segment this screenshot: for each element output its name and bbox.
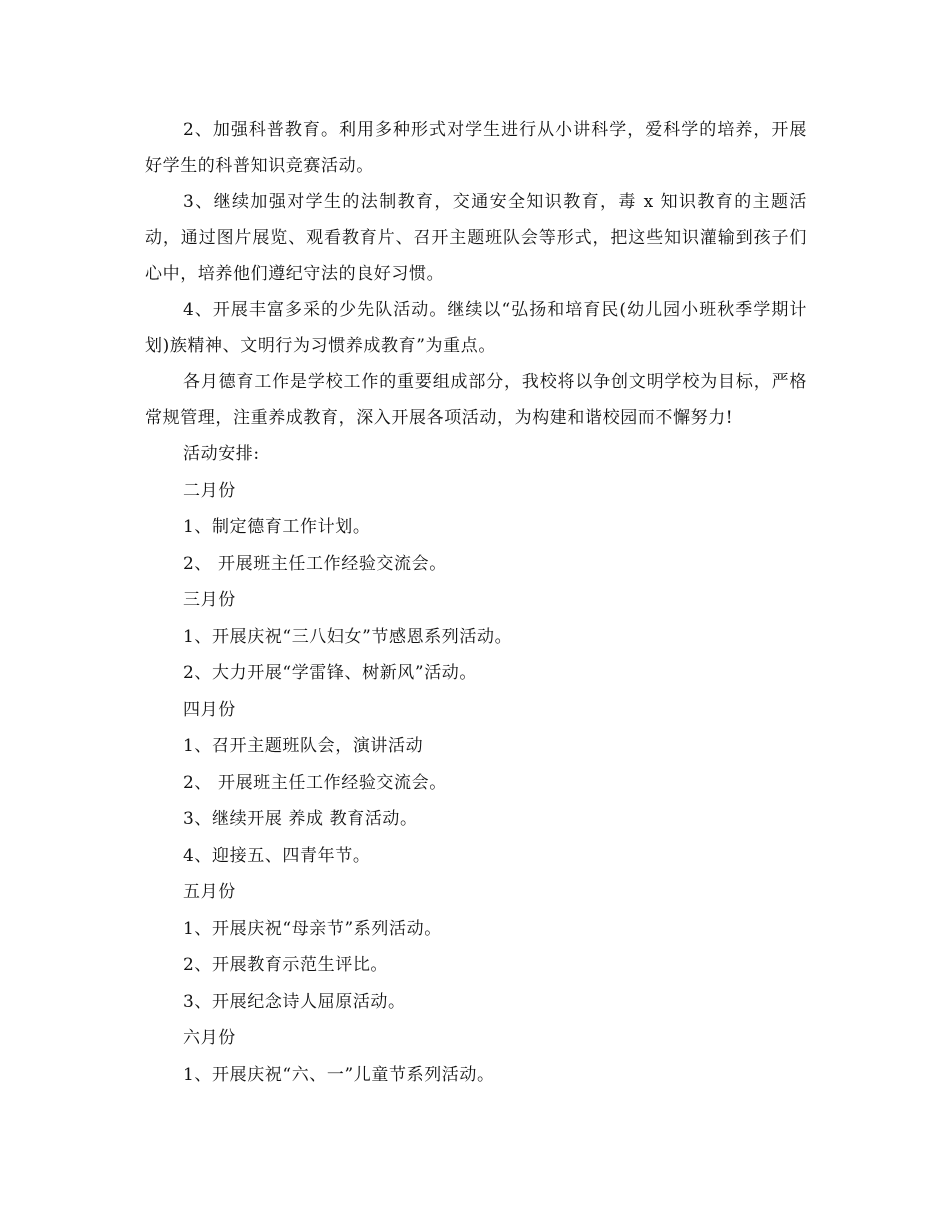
- month-heading-may: 五月份: [183, 882, 236, 902]
- activity-schedule-heading: 活动安排:: [183, 444, 260, 464]
- list-item: 1、开展庆祝“三八妇女”节感恩系列活动。: [183, 626, 513, 647]
- list-item: 2、大力开展“学雷锋、树新风”活动。: [183, 663, 477, 683]
- list-item: 1、制定德育工作计划。: [183, 517, 371, 537]
- paragraph-monthly-summary: 各月德育工作是学校工作的重要组成部分，我校将以争创文明学校为目标，严格常规管理，注重养成教育，深入开展各项活动，为构建和谐校园而不懈努力!: [145, 372, 807, 428]
- list-item: 4、迎接五、四青年节。: [183, 845, 371, 866]
- list-item: 2、 开展班主任工作经验交流会。: [183, 772, 447, 793]
- month-heading-march: 三月份: [183, 590, 236, 610]
- month-heading-june: 六月份: [183, 1028, 236, 1048]
- list-item: 3、开展纪念诗人屈原活动。: [183, 991, 406, 1012]
- month-heading-february: 二月份: [183, 480, 236, 501]
- paragraph-science-education: 2、加强科普教育。利用多种形式对学生进行从小讲科学，爱科学的培养，开展好学生的科普知识竞赛活动。: [145, 120, 807, 176]
- paragraph-legal-education: 3、继续加强对学生的法制教育，交通安全知识教育，毒 x 知识教育的主题活动，通过图片展览、观看教育片、召开主题班队会等形式，把这些知识灌输到孩子们心中，培养他们遵纪守法的良好习惯。: [145, 192, 807, 284]
- list-item: 1、开展庆祝“母亲节”系列活动。: [183, 918, 442, 939]
- list-item: 2、开展教育示范生评比。: [183, 955, 389, 975]
- paragraph-young-pioneers: 4、开展丰富多采的少先队活动。继续以“弘扬和培育民(幼儿园小班秋季学期计划)族精神、文明行为习惯养成教育”为重点。: [145, 300, 807, 356]
- list-item: 1、召开主题班队会，演讲活动: [183, 736, 424, 756]
- document-body: [145, 112, 807, 1093]
- list-item: 3、继续开展 养成 教育活动。: [183, 809, 418, 829]
- list-item: 1、开展庆祝“六、一”儿童节系列活动。: [183, 1064, 495, 1085]
- month-heading-april: 四月份: [183, 699, 236, 720]
- list-item: 2、 开展班主任工作经验交流会。: [183, 553, 447, 574]
